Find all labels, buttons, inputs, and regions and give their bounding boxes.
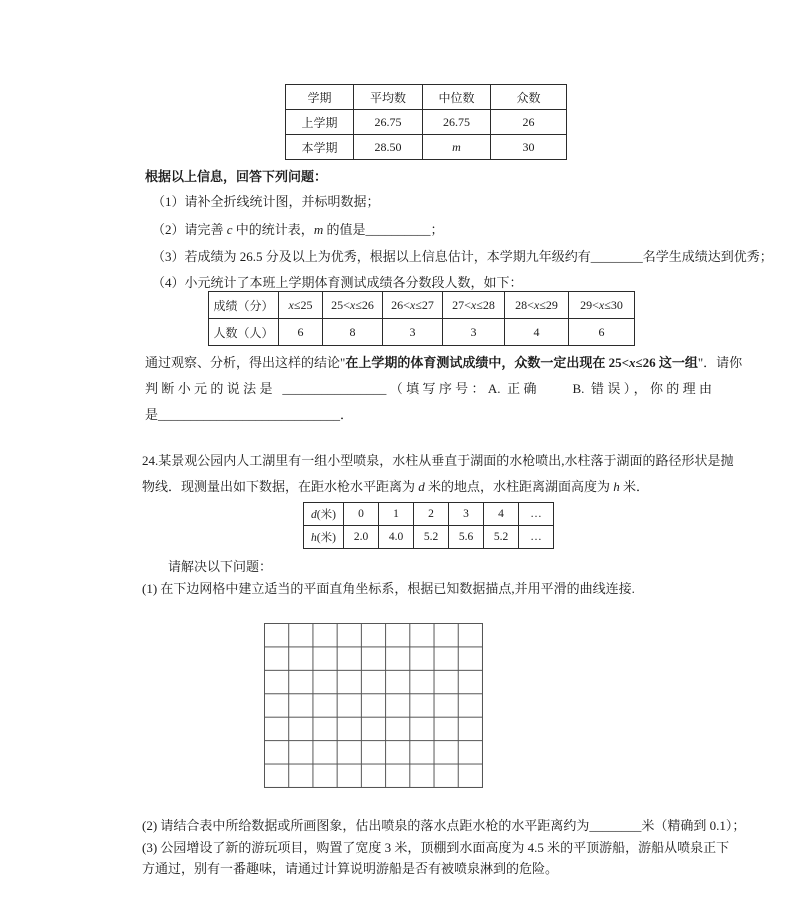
score-distribution-table [208, 291, 635, 346]
section-heading: 根据以上信息，回答下列问题： [145, 169, 328, 184]
q23-item-4: （4）小元统计了本班上学期体育测试成绩各分数段人数，如下： [152, 275, 523, 290]
table-row [286, 135, 567, 160]
table-cell: 26.75 [354, 110, 423, 135]
table-cell [304, 526, 344, 549]
table-cell: 平均数 [354, 85, 423, 110]
table-cell: 26.75 [423, 110, 491, 135]
table-cell [569, 292, 635, 319]
table-cell: 2 [414, 503, 449, 526]
table-cell: 2.0 [344, 526, 379, 549]
table-row [304, 526, 554, 549]
table-cell: 4 [505, 319, 569, 346]
text-segment: h [613, 479, 620, 494]
table-cell [443, 292, 505, 319]
table-cell: … [519, 526, 554, 549]
text-segment: d [311, 509, 317, 521]
text-segment: (米) [316, 509, 336, 521]
table-cell: 3 [383, 319, 443, 346]
table-row [209, 292, 635, 319]
table-cell: 26 [491, 110, 567, 135]
table-cell: 中位数 [423, 85, 491, 110]
text-segment: ≤29 [539, 297, 558, 312]
table-cell [323, 292, 383, 319]
q24-intro-line-2 [142, 476, 714, 495]
q23-item-2 [152, 219, 443, 238]
q23-item-3: （3）若成绩为 26.5 分及以上为优秀，根据以上信息估计，本学期九年级约有________名学生成绩达到优秀； [152, 249, 773, 264]
table-cell: 人数（人） [209, 319, 279, 346]
table-cell [304, 503, 344, 526]
table-cell [279, 292, 323, 319]
fountain-data-table [303, 502, 554, 549]
table-cell: 5.2 [484, 526, 519, 549]
q24-solve-prompt: 请解决以下问题： [168, 559, 273, 574]
table-cell: 0 [344, 503, 379, 526]
table-cell: 5.2 [414, 526, 449, 549]
text-segment: 26< [391, 297, 410, 312]
q24-intro-line-1: 24.某景观公园内人工湖里有一组小型喷泉，水柱从垂直于湖面的水枪喷出,水柱落于湖面的路径形状是抛 [142, 453, 734, 468]
table-cell: 1 [379, 503, 414, 526]
table-cell: 8 [323, 319, 383, 346]
table-cell: 4 [484, 503, 519, 526]
text-segment: m [452, 139, 461, 154]
text-segment: x [470, 297, 477, 312]
text-segment: c [226, 222, 233, 237]
q24-item-3-line-2: 方通过，别有一番趣味，请通过计算说明游船是否有被喷泉淋到的危险。 [142, 861, 559, 876]
table-cell: 上学期 [286, 110, 354, 135]
text-segment: 的值是__________； [323, 222, 444, 237]
table-cell: 本学期 [286, 135, 354, 160]
text-segment: 27< [452, 297, 471, 312]
text-segment: "．请你 [697, 355, 743, 370]
table-cell: 3 [449, 503, 484, 526]
table-cell: 众数 [491, 85, 567, 110]
table-row [209, 319, 635, 346]
table-cell: 6 [569, 319, 635, 346]
table-row [286, 110, 567, 135]
conclusion-line-2: 判断小元的说法是 ________________（填写序号：A. 正确 B. 错误），你的理由 [145, 381, 712, 396]
text-segment: x [349, 297, 356, 312]
table-cell: 6 [279, 319, 323, 346]
text-segment: (米) [316, 532, 336, 544]
table-row [286, 85, 567, 110]
conclusion-line-3: 是____________________________． [145, 407, 354, 422]
text-segment: m [313, 222, 324, 237]
text-segment: x [628, 355, 636, 370]
text-segment: h [311, 532, 317, 544]
plot-grid [264, 623, 483, 788]
q24-item-2: (2) 请结合表中所给数据或所画图象，估出喷泉的落水点距水枪的水平距离约为________米（精确到 0.1）； [142, 818, 746, 833]
table-cell: 28.50 [354, 135, 423, 160]
summary-statistics-table [285, 84, 567, 160]
q24-item-1: (1) 在下边网格中建立适当的平面直角坐标系，根据已知数据描点,并用平滑的曲线连接. [142, 581, 635, 596]
text-segment: ≤26 这一组 [635, 355, 698, 370]
text-segment: x [409, 297, 416, 312]
table-cell: 30 [491, 135, 567, 160]
table-cell: 4.0 [379, 526, 414, 549]
table-cell: … [519, 503, 554, 526]
table-cell [383, 292, 443, 319]
conclusion-line-1 [145, 352, 743, 371]
q23-item-1: （1）请补全折线统计图，并标明数据； [152, 194, 380, 209]
text-segment: x [533, 297, 540, 312]
text-segment: ≤25 [293, 297, 313, 312]
text-segment: ≤26 [355, 297, 374, 312]
text-segment: x [598, 297, 605, 312]
text-segment: 在上学期的体育测试成绩中，众数一定出现在 25< [345, 355, 629, 370]
table-cell: 3 [443, 319, 505, 346]
text-segment: 中的统计表， [232, 222, 314, 237]
text-segment: 28< [515, 297, 534, 312]
text-segment: 米的地点，水柱距离湖面高度为 [424, 479, 614, 494]
text-segment: d [418, 479, 425, 494]
text-segment: 29< [580, 297, 599, 312]
text-segment: 物线．现测量出如下数据，在距水枪水平距离为 [142, 479, 419, 494]
text-segment: ≤28 [476, 297, 495, 312]
table-cell [505, 292, 569, 319]
text-segment: ≤30 [604, 297, 623, 312]
table-cell [423, 135, 491, 160]
text-segment: 通过观察、分析，得出这样的结论" [145, 355, 346, 370]
table-cell: 5.6 [449, 526, 484, 549]
table-cell: 成绩（分） [209, 292, 279, 319]
text-segment: x [288, 297, 294, 312]
text-segment: 25< [331, 297, 350, 312]
table-cell: 学期 [286, 85, 354, 110]
text-segment: （2）请完善 [152, 222, 227, 237]
q24-item-3-line-1: (3) 公园增设了新的游玩项目，购置了宽度 3 米，顶棚到水面高度为 4.5 米的平顶游船，游船从喷泉正下 [142, 840, 730, 855]
text-segment: 米． [619, 479, 650, 494]
text-segment: ≤27 [415, 297, 434, 312]
table-row [304, 503, 554, 526]
